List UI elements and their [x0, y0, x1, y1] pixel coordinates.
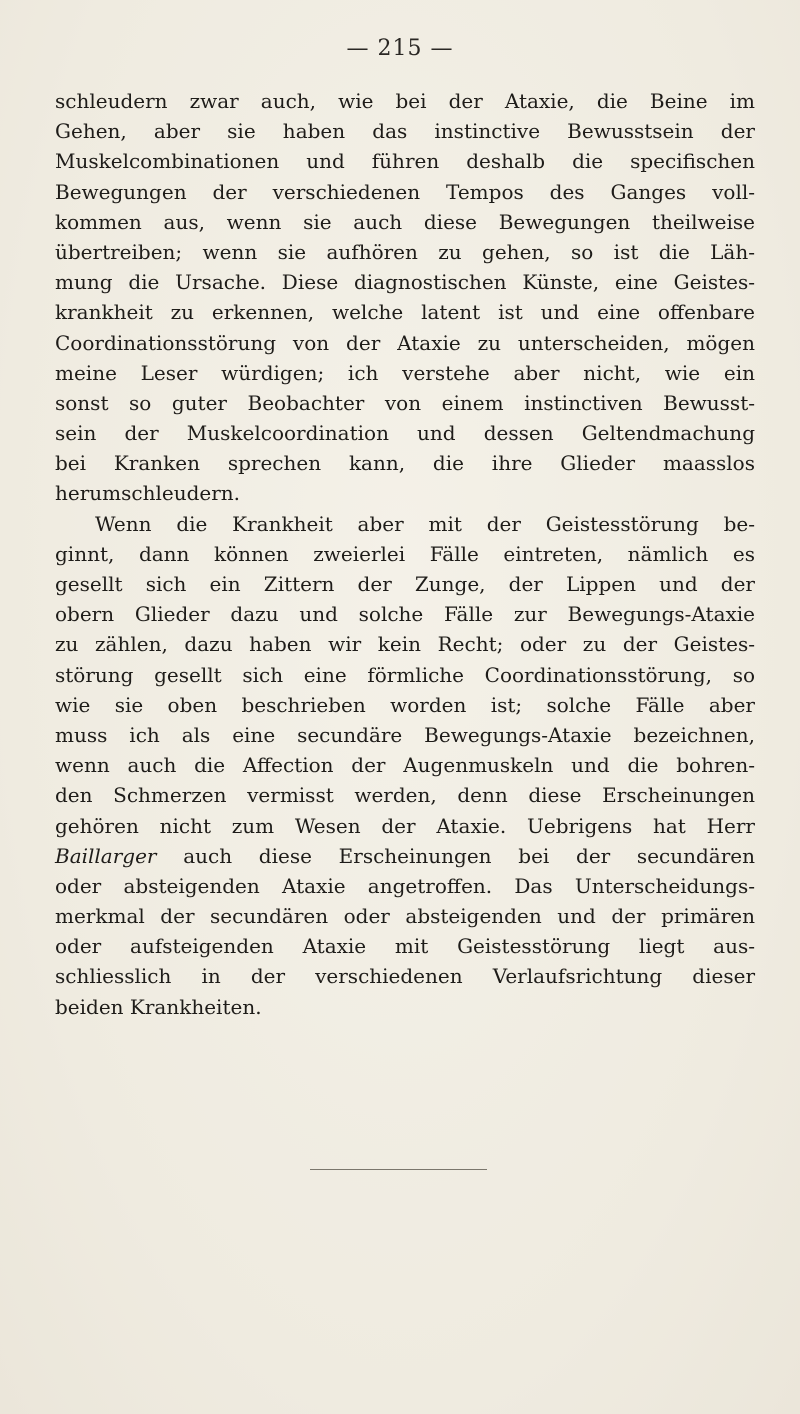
text-line: sein der Muskelcoordination und dessen Geltendmachung	[55, 421, 755, 446]
text-line	[55, 841, 755, 871]
text-line: störung gesellt sich eine förmliche Coordinationsstörung, so	[55, 662, 755, 687]
paragraph-2	[55, 509, 755, 1022]
text-line: krankheit zu erkennen, welche latent ist und eine offenbare	[55, 300, 755, 325]
text-line: wenn auch die Affection der Augenmuskeln und die bohren-	[55, 753, 755, 778]
text-line: gesellt sich ein Zittern der Zunge, der Lippen und der	[55, 572, 755, 596]
text-line: muss ich als eine secundäre Bewegungs-Ataxie bezeichnen,	[55, 722, 755, 747]
author-name: Baillarger	[55, 843, 157, 868]
text-line: Gehen, aber sie haben das instinctive Bewusstsein der	[55, 119, 755, 144]
text-line: mung die Ursache. Diese diagnostischen Künste, eine Geistes-	[55, 270, 755, 295]
text-line: merkmal der secundären oder absteigenden und der primären	[55, 904, 755, 929]
text-line: Muskelcombinationen und führen deshalb die specifischen	[55, 149, 755, 174]
text-line: kommen aus, wenn sie auch diese Bewegungen theilweise	[55, 209, 755, 234]
text-line: schleudern zwar auch, wie bei der Ataxie, die Beine im	[55, 89, 755, 113]
text-line: wie sie oben beschrieben worden ist; solche Fälle aber	[55, 692, 755, 717]
section-divider	[310, 1169, 487, 1170]
text-line: ginnt, dann können zweierlei Fälle eintreten, nämlich es	[55, 541, 755, 566]
paragraph-1	[55, 86, 755, 509]
body-text	[55, 86, 755, 1022]
text-line: schliesslich in der verschiedenen Verlaufsrichtung dieser	[55, 964, 755, 989]
text-line: gehören nicht zum Wesen der Ataxie. Uebrigens hat Herr	[55, 813, 755, 838]
text-line: übertreiben; wenn sie aufhören zu gehen, so ist die Läh-	[55, 239, 755, 264]
page-number: — 215 —	[346, 36, 454, 61]
text-line: den Schmerzen vermisst werden, denn diese Erscheinungen	[55, 783, 755, 808]
text-line: bei Kranken sprechen kann, die ihre Glieder maasslos	[55, 451, 755, 476]
text-line: zu zählen, dazu haben wir kein Recht; oder zu der Geistes-	[55, 632, 755, 657]
text-line: Coordinationsstörung von der Ataxie zu unterscheiden, mögen	[55, 330, 755, 355]
text-line: obern Glieder dazu und solche Fälle zur Bewegungs-Ataxie	[55, 602, 755, 627]
text-line: oder aufsteigenden Ataxie mit Geistesstörung liegt aus-	[55, 934, 755, 959]
text-line: beiden Krankheiten.	[55, 994, 262, 1019]
text-line: oder absteigenden Ataxie angetroffen. Das Unterscheidungs-	[55, 873, 755, 898]
text-line-rest: auch diese Erscheinungen bei der secundären	[156, 843, 755, 868]
text-line: sonst so guter Beobachter von einem instinctiven Bewusst-	[55, 390, 755, 415]
text-line: herumschleudern.	[55, 481, 241, 506]
text-line: meine Leser würdigen; ich verstehe aber nicht, wie ein	[55, 360, 755, 385]
text-line: Wenn die Krankheit aber mit der Geistesstörung be-	[95, 511, 755, 536]
text-line: Bewegungen der verschiedenen Tempos des Ganges voll-	[55, 179, 755, 204]
